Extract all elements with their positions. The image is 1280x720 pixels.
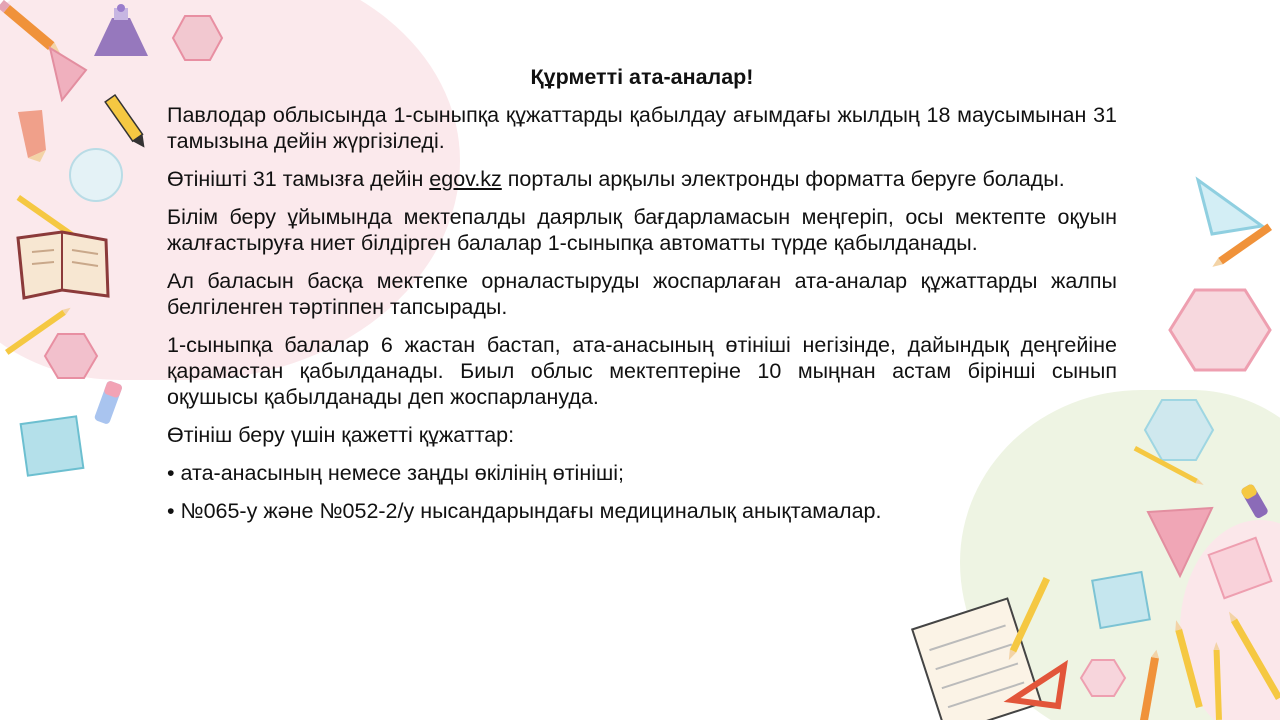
pencil-icon xyxy=(18,110,46,162)
square-icon xyxy=(21,416,84,475)
triangle-icon xyxy=(50,48,86,100)
pencil-icon xyxy=(0,0,64,58)
pencil-icon xyxy=(1173,619,1203,708)
paragraph-egov xyxy=(167,166,1117,192)
pencil-icon xyxy=(1226,610,1280,700)
slide-content xyxy=(167,64,1117,536)
hexagon-icon xyxy=(1081,660,1125,696)
square-icon xyxy=(1092,572,1150,628)
hexagon-icon xyxy=(173,16,222,60)
paragraph-egov-end: порталы арқылы электронды форматта беруге болады. xyxy=(501,167,1065,191)
slide-title: Құрметті ата-аналар! xyxy=(530,65,754,89)
paragraph-dates: Павлодар облысында 1-сыныпқа құжаттарды қабылдау ағымдағы жылдың 18 маусымынан 31 тамызына дейін жүргізіледі. xyxy=(167,103,1117,153)
hexagon-icon xyxy=(45,334,97,378)
hexagon-icon xyxy=(1170,290,1270,370)
eraser-icon xyxy=(94,380,123,425)
bullet-item-application: • ата-анасының немесе заңды өкілінің өтініші; xyxy=(167,461,624,485)
pencil-icon xyxy=(1213,642,1222,720)
square-icon xyxy=(1209,538,1272,598)
triangle-icon xyxy=(1198,180,1262,234)
book-icon xyxy=(18,232,108,298)
eraser-icon xyxy=(1240,483,1269,519)
bullet-item-medical: • №065-у және №052-2/у нысандарындағы медициналық анықтамалар. xyxy=(167,499,882,523)
paragraph-other-school: Ал баласын басқа мектепке орналастыруды жоспарлаған ата-аналар құжаттарды жалпы белгіленген тәртіппен тапсырады. xyxy=(167,269,1117,319)
documents-heading: Өтініш беру үшін қажетті құжаттар: xyxy=(167,423,515,447)
bubble-icon xyxy=(70,149,122,201)
paragraph-egov-start: Өтінішті 31 тамызға дейін xyxy=(167,167,430,191)
egov-link[interactable]: egov.kz xyxy=(429,167,502,191)
paragraph-age-admission: 1-сыныпқа балалар 6 жастан бастап, ата-анасының өтініші негізінде, дайындық деңгейіне қарамастан қабылданады. Биыл облыс мектептеріне 10 мыңнан астам бірінші сынып оқушысы қабылданады деп жоспарлануда. xyxy=(167,333,1117,409)
pencil-icon xyxy=(1140,649,1160,720)
paragraph-automatic-admission: Білім беру ұйымында мектепалды даярлық бағдарламасын меңгеріп, осы мектепте оқуын жалғастыруға ниет білдірген балалар 1-сыныпқа автоматты түрде қабылданады. xyxy=(167,205,1117,255)
triangle-icon xyxy=(1148,508,1212,576)
hexagon-icon xyxy=(1145,400,1213,460)
flask-icon xyxy=(94,4,148,56)
pencil-icon xyxy=(105,95,149,151)
